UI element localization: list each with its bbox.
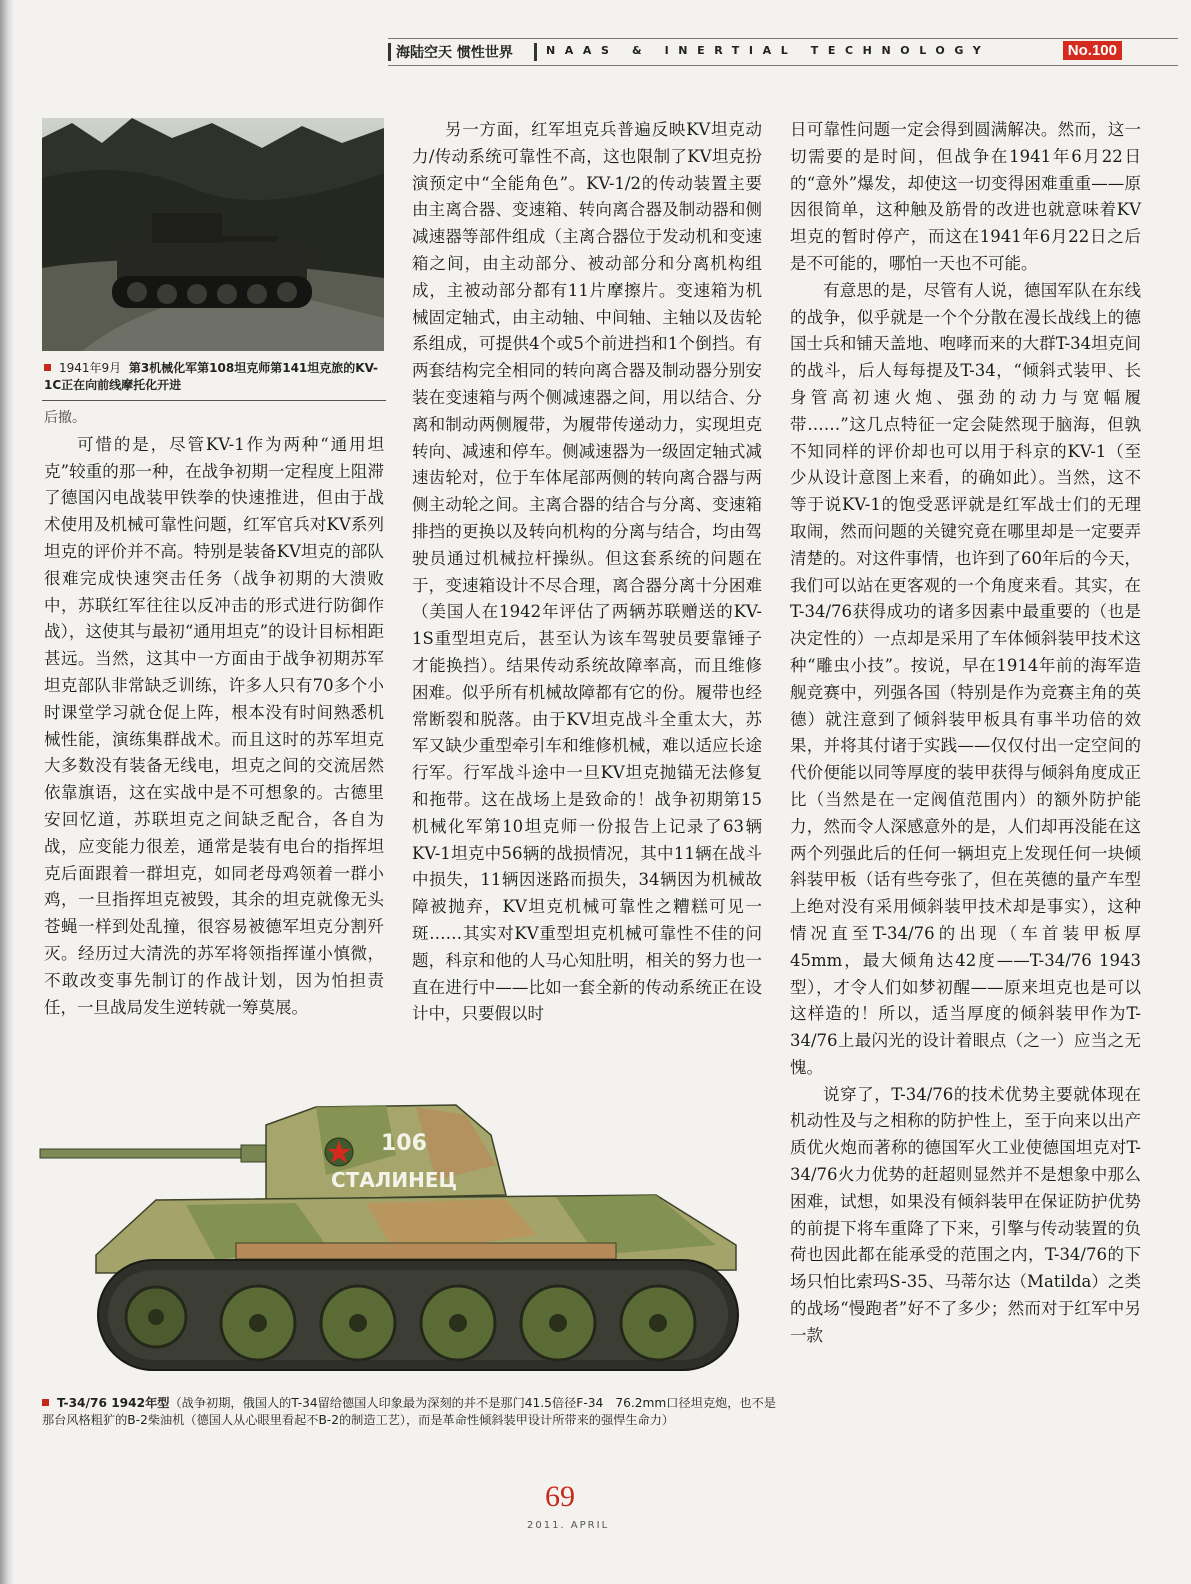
caption-bullet [44, 364, 51, 371]
header-divider [388, 43, 391, 61]
t34-profile-illustration [36, 1095, 776, 1385]
t34-drawing [36, 1095, 776, 1385]
kv1-photo [42, 118, 384, 351]
header-section-title: 海陆空天 惯性世界 [396, 45, 513, 61]
column-lead-fragment: 后撤。 [44, 410, 86, 426]
magazine-header [388, 38, 1178, 66]
article-paragraph: 日可靠性问题一定会得到圆满解决。然而，这一切需要的是时间，但战争在1941年6月22日的“意外”爆发，却使这一切变得困难重重——原因很简单，这种触及筋骨的改进也就意味着KV坦克的暂时停产，而这在1941年6月22日之后是不可能的，哪怕一天也不可能。 [790, 120, 1141, 273]
caption-rule [42, 400, 386, 401]
issue-date: 2011. APRIL [527, 1520, 610, 1531]
caption-bullet [42, 1399, 49, 1406]
header-divider [534, 43, 537, 61]
article-column-right [790, 117, 1141, 1350]
tank-caption-text: （战争初期，俄国人的T-34留给德国人印象最为深刻的并不是那门41.5倍径F-34 76.2mm口径坦克炮，也不是那台风格粗犷的B-2柴油机（德国人从心眼里看起不B-2的制造工艺），而是革命性倾斜装甲设计所带来的强悍生命力） [42, 1396, 776, 1427]
page-spine-shadow [0, 0, 14, 1584]
article-paragraph: 说穿了，T-34/76的技术优势主要就体现在机动性及与之相称的防护性上，至于向来以出产质优火炮而著称的德国军火工业使德国坦克对T-34/76火力优势的赶超则显然并不是想象中那么困难，试想，如果没有倾斜装甲在保证防护优势的前提下将车重降了下来，引擎与传动装置的负荷也因此都在能承受的范围之内，T-34/76的下场只怕比索玛S-35、马蒂尔达（Matilda）之类的战场“慢跑者”好不了多少；然而对于红军中另一款 [790, 1084, 1141, 1345]
tank-caption [42, 1395, 782, 1429]
article-paragraph: 有意思的是，尽管有人说，德国军队在东线的战争，似乎就是一个个分散在漫长战线上的德国士兵和铺天盖地、咆哮而来的大群T-34坦克间的战斗，后人每每提及T-34，“倾斜式装甲、长身管高初速火炮、强劲的动力与宽幅履带……”这几点特征一定会陡然现于脑海，但孰不知同样的评价却也可以用于科京的KV-1（至少从设计意图上来看，的确如此）。当然，这不等于说KV-1的饱受恶评就是红军战士们的无理取闹，然而问题的关键究竟在哪里却是一定要弄清楚的。对这件事情，也许到了60年后的今天，我们可以站在更客观的一个角度来看。其实，在T-34/76获得成功的诸多因素中最重要的（也是决定性的）一点却是采用了车体倾斜装甲技术这种“雕虫小技”。按说，早在1914年前的海军造舰竞赛中，列强各国（特别是作为竞赛主角的英德）就注意到了倾斜装甲板具有事半功倍的效果，并将其付诸于实践——仅仅付出一定空间的代价便能以同等厚度的装甲获得与倾斜角度成正比（当然是在一定阀值范围内）的额外防护能力，然而令人深感意外的是，人们却再没能在这两个列强此后的任何一辆坦克上发现任何一块倾斜装甲板（话有些夸张了，但在英德的量产车型上绝对没有采用倾斜装甲技术却是事实），这种情况直至T-34/76的出现（车首装甲板厚45mm，最大倾角达42度——T-34/76 1943型），才令人们如梦初醒——原来坦克也是可以这样造的！所以，适当厚度的倾斜装甲作为T-34/76上最闪光的设计着眼点（之一）应当之无愧。 [790, 280, 1141, 1077]
photo-caption-text: 第3机械化军第108坦克师第141坦克旅的KV-1C正在向前线摩托化开进 [44, 361, 378, 392]
turret-slogan: СТАЛИНЕЦ [331, 1168, 458, 1192]
article-column-middle [412, 117, 762, 1028]
header-english-title: NAAS & INERTIAL TECHNOLOGY [546, 44, 991, 57]
article-column-left [44, 405, 384, 1021]
page-number: 69 [545, 1480, 575, 1513]
photo-caption [44, 360, 384, 394]
article-paragraph: 可惜的是，尽管KV-1作为两种“通用坦克”较重的那一种，在战争初期一定程度上阻滞了德国闪电战装甲铁拳的快速推进，但由于战术使用及机械可靠性问题，红军官兵对KV系列坦克的评价并不高。特别是装备KV坦克的部队很难完成快速突击任务（战争初期的大溃败中，苏联红军往往以反冲击的形式进行防御作战），这使其与最初“通用坦克”的设计目标相距甚远。当然，这其中一方面由于战争初期苏军坦克部队非常缺乏训练，许多人只有70多个小时课堂学习就仓促上阵，根本没有时间熟悉机械性能，演练集群战术。而且这时的苏军坦克大多数没有装备无线电，坦克之间的交流居然依靠旗语，这在实战中是不可想象的。古德里安回忆道，苏联坦克之间缺乏配合，各自为战，应变能力很差，通常是装有电台的指挥坦克后面跟着一群坦克，如同老母鸡领着一群小鸡，一旦指挥坦克被毁，其余的坦克就像无头苍蝇一样到处乱撞，很容易被德军坦克分割歼灭。经历过大清洗的苏军将领指挥谨小慎微，不敢改变事先制订的作战计划，因为怕担责任，一旦战局发生逆转就一筹莫展。 [44, 434, 384, 1017]
issue-number-badge: No.100 [1063, 41, 1122, 60]
photo-caption-date: 1941年9月 [59, 361, 122, 375]
tank-caption-model: T-34/76 1942年型 [57, 1396, 170, 1410]
kv1-photo-illustration [42, 118, 384, 351]
turret-number: 106 [381, 1131, 427, 1156]
article-paragraph: 另一方面，红军坦克兵普遍反映KV坦克动力/传动系统可靠性不高，这也限制了KV坦克扮演预定中“全能角色”。KV-1/2的传动装置主要由主离合器、变速箱、转向离合器及制动器和侧减速器等部件组成（主离合器位于发动机和变速箱之间，由主动部分、被动部分和分离机构组成，主被动部分都有11片摩擦片。变速箱为机械固定轴式，由主动轴、中间轴、主轴以及齿轮系组成，可提供4个或5个前进挡和1个倒挡。有两套结构完全相同的转向离合器及制动器分别安装在变速箱与两个侧减速器之间，用以结合、分离和制动两侧履带，为履带传递动力，实现坦克转向、减速和停车。侧减速器为一级固定轴式减速齿轮对，位于车体尾部两侧的转向离合器与两侧主动轮之间。主离合器的结合与分离、变速箱排挡的更换以及转向机构的分离与结合，均由驾驶员通过机械拉杆操纵。但这套系统的问题在于，变速箱设计不尽合理，离合器分离十分困难（美国人在1942年评估了两辆苏联赠送的KV-1S重型坦克后，甚至认为该车驾驶员要靠锤子才能换挡）。结果传动系统故障率高，而且维修困难。似乎所有机械故障都有它的份。履带也经常断裂和脱落。由于KV坦克战斗全重太大，苏军又缺少重型牵引车和维修机械，难以适应长途行军。行军战斗途中一旦KV坦克抛锚无法修复和拖带。这在战场上是致命的！战争初期第15机械化军第10坦克师一份报告上记录了63辆KV-1坦克中56辆的战损情况，其中11辆在战斗中损失，11辆因迷路而损失，34辆因为机械故障被抛弃，KV坦克机械可靠性之糟糕可见一斑……其实对KV重型坦克机械可靠性不佳的问题，科京和他的人马心知肚明，相关的努力也一直在进行中——比如一套全新的传动系统正在设计中，只要假以时 [412, 120, 762, 1024]
